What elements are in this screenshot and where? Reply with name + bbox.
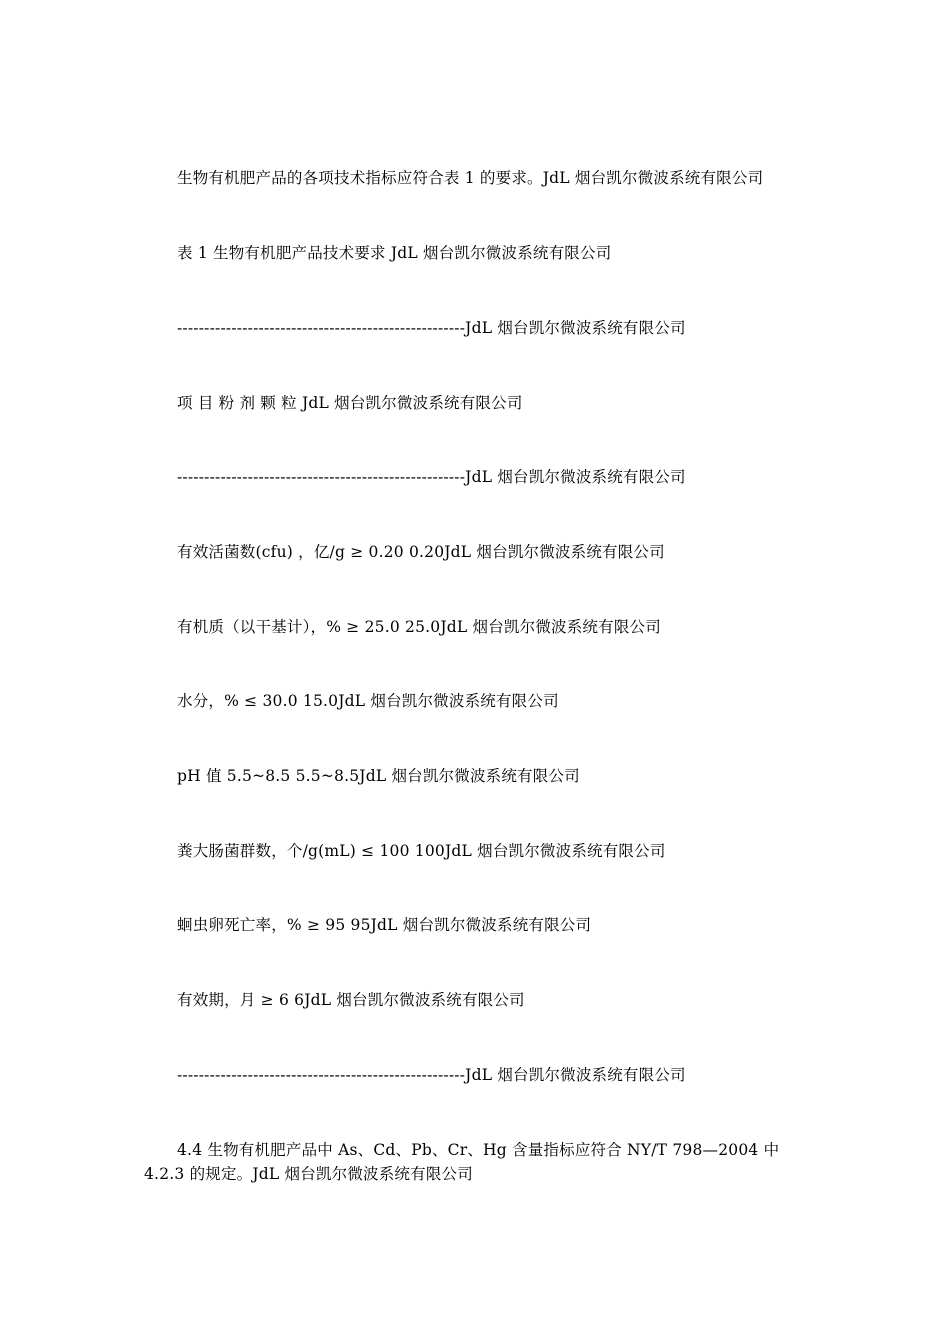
table-caption: 表 1 生物有机肥产品技术要求 JdL 烟台凯尔微波系统有限公司	[177, 244, 612, 262]
table-rule-bottom: -----------------------------------------------------JdL 烟台凯尔微波系统有限公司	[177, 1066, 686, 1084]
intro-line: 生物有机肥产品的各项技术指标应符合表 1 的要求。JdL 烟台凯尔微波系统有限公司	[177, 169, 764, 187]
table-row-shelf-life: 有效期，月 ≥ 6 6JdL 烟台凯尔微波系统有限公司	[177, 991, 525, 1009]
table-row-organic-matter: 有机质（以干基计），% ≥ 25.0 25.0JdL 烟台凯尔微波系统有限公司	[177, 618, 661, 636]
table-row-moisture: 水分，% ≤ 30.0 15.0JdL 烟台凯尔微波系统有限公司	[177, 692, 559, 710]
table-row-ph: pH 值 5.5~8.5 5.5~8.5JdL 烟台凯尔微波系统有限公司	[177, 767, 580, 785]
table-row-ascaris-egg: 蛔虫卵死亡率，% ≥ 95 95JdL 烟台凯尔微波系统有限公司	[177, 916, 592, 934]
table-header-row: 项 目 粉 剂 颗 粒 JdL 烟台凯尔微波系统有限公司	[177, 394, 523, 412]
section-4-4-paragraph: 4.4 生物有机肥产品中 As、Cd、Pb、Cr、Hg 含量指标应符合 NY/T 798—2004 中 4.2.3 的规定。JdL 烟台凯尔微波系统有限公司	[144, 1141, 780, 1183]
table-row-fecal-coliform: 粪大肠菌群数，个/g(mL) ≤ 100 100JdL 烟台凯尔微波系统有限公司	[177, 842, 666, 860]
table-row-viable-count: 有效活菌数(cfu) ，亿/g ≥ 0.20 0.20JdL 烟台凯尔微波系统有限公司	[177, 543, 665, 561]
table-rule-header: -----------------------------------------------------JdL 烟台凯尔微波系统有限公司	[177, 468, 686, 486]
table-rule-top: -----------------------------------------------------JdL 烟台凯尔微波系统有限公司	[177, 319, 686, 337]
